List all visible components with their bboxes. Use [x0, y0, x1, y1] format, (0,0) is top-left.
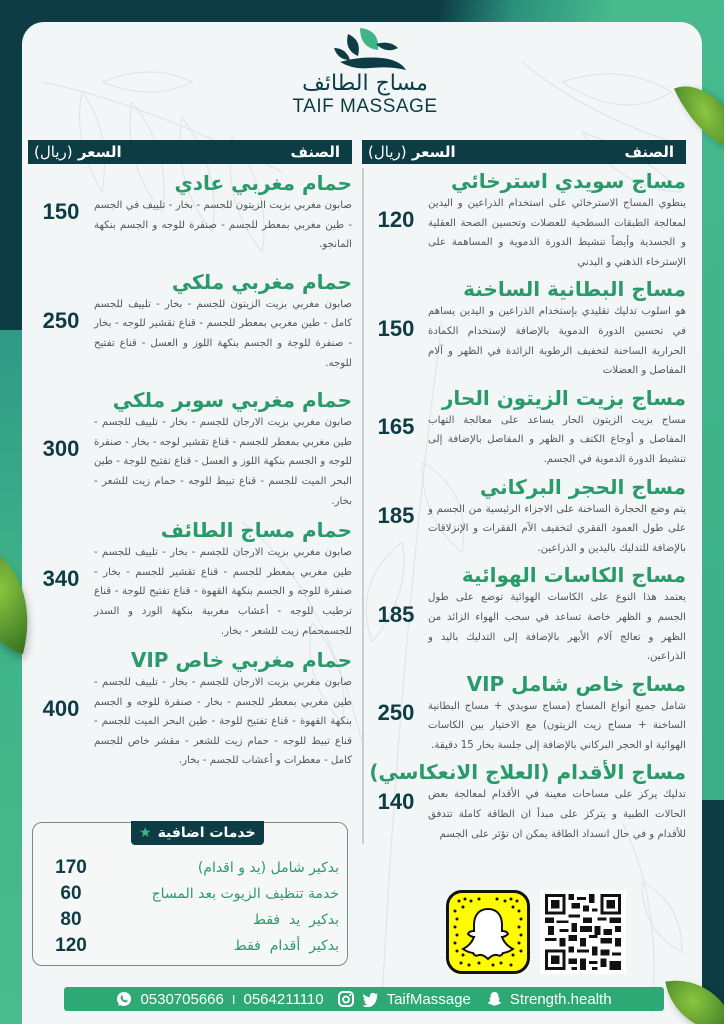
menu-item-price: 185: [377, 502, 415, 528]
menu-item-title: مساج الكاسات الهوائية: [461, 563, 686, 588]
menu-item-description: شامل جميع أنواع المساج (مساج سويدي + مساج البطانية الساخنة + مساج زيت الزيتون) مع الاختيار بين الكاسات الهوائية او الحجر البركاني بالإضافة إلى جلسة بخار 15 دقيقة.: [428, 700, 686, 751]
menu-item-title: حمام مغربي ملكي: [171, 269, 352, 294]
extra-service-label: بدكير أقدام فقط: [233, 938, 339, 954]
menu-item-title: حمام مغربي عادي: [174, 171, 352, 195]
menu-item-title: مساج بزيت الزيتون الحار: [441, 385, 686, 410]
menu-item-description: تدليك يركز على مساحات معينة في الأقدام لمعالجة بعض الحالات الطبية و يتركز على مبدأ ان الطاقة كاملة تتدفق للأقدام و في حال انسداد الطاقة يمكن ان تؤثر على الجسم: [428, 789, 686, 840]
extra-service-row: [33, 907, 347, 933]
extra-service-row: [33, 933, 347, 959]
menu-item: [28, 269, 352, 373]
header-type: الصنف: [290, 143, 340, 161]
menu-item-title: حمام مغربي خاص VIP: [130, 648, 352, 673]
menu-item-price: 340: [42, 566, 80, 592]
brand-name-english: TAIF MASSAGE: [292, 96, 438, 117]
menu-item-title: مساج الأقدام (العلاج الانعكاسي): [369, 760, 686, 785]
menu-item-price: 400: [42, 696, 80, 722]
menu-item-content: [428, 562, 686, 666]
menu-item-description: يعتمد هذا النوع على الكاسات الهوائية توضع على طول الجسم و الظهر خاصة تساعد في سحب الهواء الزائد من الظهر و تعالج آلام الأبهر بالإضافة إلى التدليك باليد و الذراعين.: [428, 592, 686, 663]
menu-item: [364, 474, 686, 559]
qr-code-image: [544, 894, 622, 970]
menu-item-price: 185: [377, 601, 415, 627]
extra-services-title-text: خدمات اضافية: [157, 825, 256, 841]
massage-menu-column: [362, 140, 686, 844]
menu-item: [364, 671, 686, 756]
menu-item-content: [94, 647, 352, 771]
menu-item-description: صابون مغربي بزيت الارجان للجسم - بخار - تلييف للجسم - طين مغربي بمعطر للجسم - قناع تقشير للجسم - بخار - صنفرة للوجه و الجسم بنكهة القهوة - قناع تفتيح للوجة - قناع ترطيب للوجه - أعشاب مغربية بنكهة الورد و السدر للجسمحمام زيت للشعر - بخار.: [94, 547, 352, 637]
snapcode[interactable]: [446, 890, 530, 974]
menu-item: [28, 387, 352, 511]
social-handle[interactable]: TaifMassage: [386, 990, 471, 1008]
table-header: [28, 140, 352, 164]
background-green-left: [0, 330, 22, 1024]
instagram-icon[interactable]: [338, 991, 354, 1007]
menu-item-description: صابون مغربي بزيت الزيتون للجسم - بخار - تلييف للجسم كامل - طين مغربي بمعطر للجسم - قناع تقشير للوجه - بخار - صنفرة للوجة و الجسم بنكهة اللوز و العسل - قناع تفتيح للوجه.: [94, 298, 352, 369]
menu-item: [364, 759, 686, 844]
header-type: الصنف: [624, 143, 674, 161]
menu-item-price: 150: [42, 199, 80, 225]
menu-item-description: يتم وضع الحجارة الساخنة على الاجزاء الرئيسية من الجسم و على طول العمود الفقري لتخفيف الآم الفقرات و الإنزلاقات بالإضافة للتدليك باليدين و الذراعين.: [428, 503, 686, 554]
menu-item: [364, 385, 686, 470]
leaves-hand-icon: [320, 26, 410, 70]
menu-item-price: 250: [42, 307, 80, 333]
menu-item-description: صابون مغربي بزيت الارجان للجسم - بخار - تلييف للجسم - طين مغربي بمعطر للجسم - قناع تقشير لوجه - بخار - صنفرة للوجه و الجسم بنكهة اللوز و العسل - قناع تفتيح للوجة - طين البحر الميت للجسم - قناع تبيط للوجه - حمام زيت للشعر - بخار.: [94, 417, 352, 507]
brand-logo: [250, 26, 480, 118]
menu-item-content: [94, 269, 352, 373]
phone-number-1[interactable]: 0530705666: [140, 990, 224, 1008]
phone-number-2[interactable]: 0564211110: [243, 990, 324, 1008]
massage-list: [362, 168, 686, 844]
menu-item-description: مساج بزيت الزيتون الحار يساعد على معالجة التهاب المفاصل و أوجاع الكتف و الظهر و المفاصل بالإضافة إلى تنشيط الدورة الدموية في الجسم.: [428, 414, 686, 465]
snapchat-icon[interactable]: [487, 991, 502, 1007]
extra-service-label: خدمة تنظيف الزيوت بعد المساج: [151, 886, 339, 902]
star-icon: ★: [139, 825, 152, 841]
extra-service-label: بدكير يد فقط: [253, 912, 339, 928]
background-dark-left: [0, 0, 22, 330]
menu-item-title: حمام مغربي سوبر ملكي: [112, 388, 352, 413]
header-price: [34, 143, 122, 161]
menu-item-price: 165: [377, 414, 415, 440]
contact-bar: [64, 987, 664, 1011]
twitter-icon[interactable]: [362, 992, 379, 1007]
header-price-label: السعر: [77, 143, 122, 161]
menu-item-description: ينطوي المساج الاسترخائي على استخدام الذراعين و اليدين لمعالجة الطبقات السطحية للعضلات وتحسين الصحة العقلية و الجسدية وأيضاً تنشيط الدورة الدموية و المساهمة على الإسترخاء الذهني و البدني: [428, 198, 686, 268]
extra-service-row: [33, 881, 347, 907]
extra-service-price: 120: [55, 935, 87, 956]
header-price-unit: (ريال): [368, 143, 407, 161]
menu-item-price: 300: [42, 436, 80, 462]
moroccan-bath-column: [28, 140, 352, 771]
bath-list: [28, 170, 352, 771]
whatsapp-icon: [116, 991, 132, 1007]
menu-item: [28, 647, 352, 771]
menu-item-content: [428, 168, 686, 272]
menu-item-title: مساج خاص شامل VIP: [466, 671, 686, 696]
menu-item-description: صابون مغربي بزيت الزيتون للجسم - بخار - تلييف في الجسم - طين مغربي بمعطر للجسم - صنفرة للوجه و الجسم بنكهة المانجو.: [94, 200, 352, 251]
snapchat-handle[interactable]: Strength.health: [509, 990, 612, 1008]
extra-services-list: [33, 855, 347, 959]
menu-item-title: مساج الحجر البركاني: [479, 474, 686, 499]
snapchat-ghost-icon: [449, 893, 527, 971]
extra-services-title: [131, 821, 264, 845]
menu-item-content: [428, 385, 686, 470]
menu-item-description: صابون مغربي بزيت الارجان للجسم - بخار - تلييف للجسم - طين مغربي بمعطر للجسم - بخار - صنفرة للوجه و الجسم بنكهة القهوة - قناع تفتيح للوجة - طين البحر الميت للجسم - قناع تبيط للوجه - حمام زيت للشعر - مقشر خاص للجسم كامل - معطرات و أعشاب للجسم - بخار.: [94, 677, 352, 767]
menu-item-price: 250: [377, 700, 415, 726]
header-price: [368, 143, 456, 161]
table-header: [362, 140, 686, 164]
menu-item: [364, 168, 686, 272]
menu-item-content: [94, 387, 352, 511]
header-price-label: السعر: [411, 143, 456, 161]
qr-code[interactable]: [540, 890, 626, 974]
header-price-unit: (ريال): [34, 143, 73, 161]
menu-item: [364, 276, 686, 380]
menu-item-title: حمام مساج الطائف: [160, 518, 352, 543]
extra-service-label: بدكير شامل (يد و اقدام): [197, 860, 339, 876]
menu-item-content: [94, 517, 352, 641]
menu-item-description: هو اسلوب تدليك تقليدي بإستخدام الذراعين و اليدين يساهم في تحسين الدورة الدموية بالإضافة لإستخدام الكمادة الحرارية الساخنة لتخفيف الرطوبة الزائدة في الظهر و آلام المفاصل و العضلات: [428, 306, 686, 377]
menu-item: [28, 517, 352, 641]
menu-item-price: 120: [377, 207, 415, 233]
extra-service-row: [33, 855, 347, 881]
extra-service-price: 60: [60, 883, 82, 904]
phone-separator: I: [231, 991, 236, 1007]
menu-item: [364, 562, 686, 666]
brand-name-arabic: مساج الطائف: [302, 71, 428, 96]
menu-item-content: [428, 276, 686, 380]
menu-item: [28, 170, 352, 255]
extra-services-box: [32, 822, 348, 966]
menu-item-price: 150: [377, 315, 415, 341]
menu-item-content: [428, 474, 686, 559]
menu-item-content: [428, 671, 686, 756]
extra-service-price: 80: [60, 909, 82, 930]
menu-item-title: مساج البطانية الساخنة: [463, 277, 686, 302]
menu-item-price: 140: [377, 788, 415, 814]
menu-item-title: مساج سويدي استرخائي: [451, 169, 686, 193]
menu-item-content: [94, 170, 352, 255]
extra-service-price: 170: [55, 857, 87, 878]
